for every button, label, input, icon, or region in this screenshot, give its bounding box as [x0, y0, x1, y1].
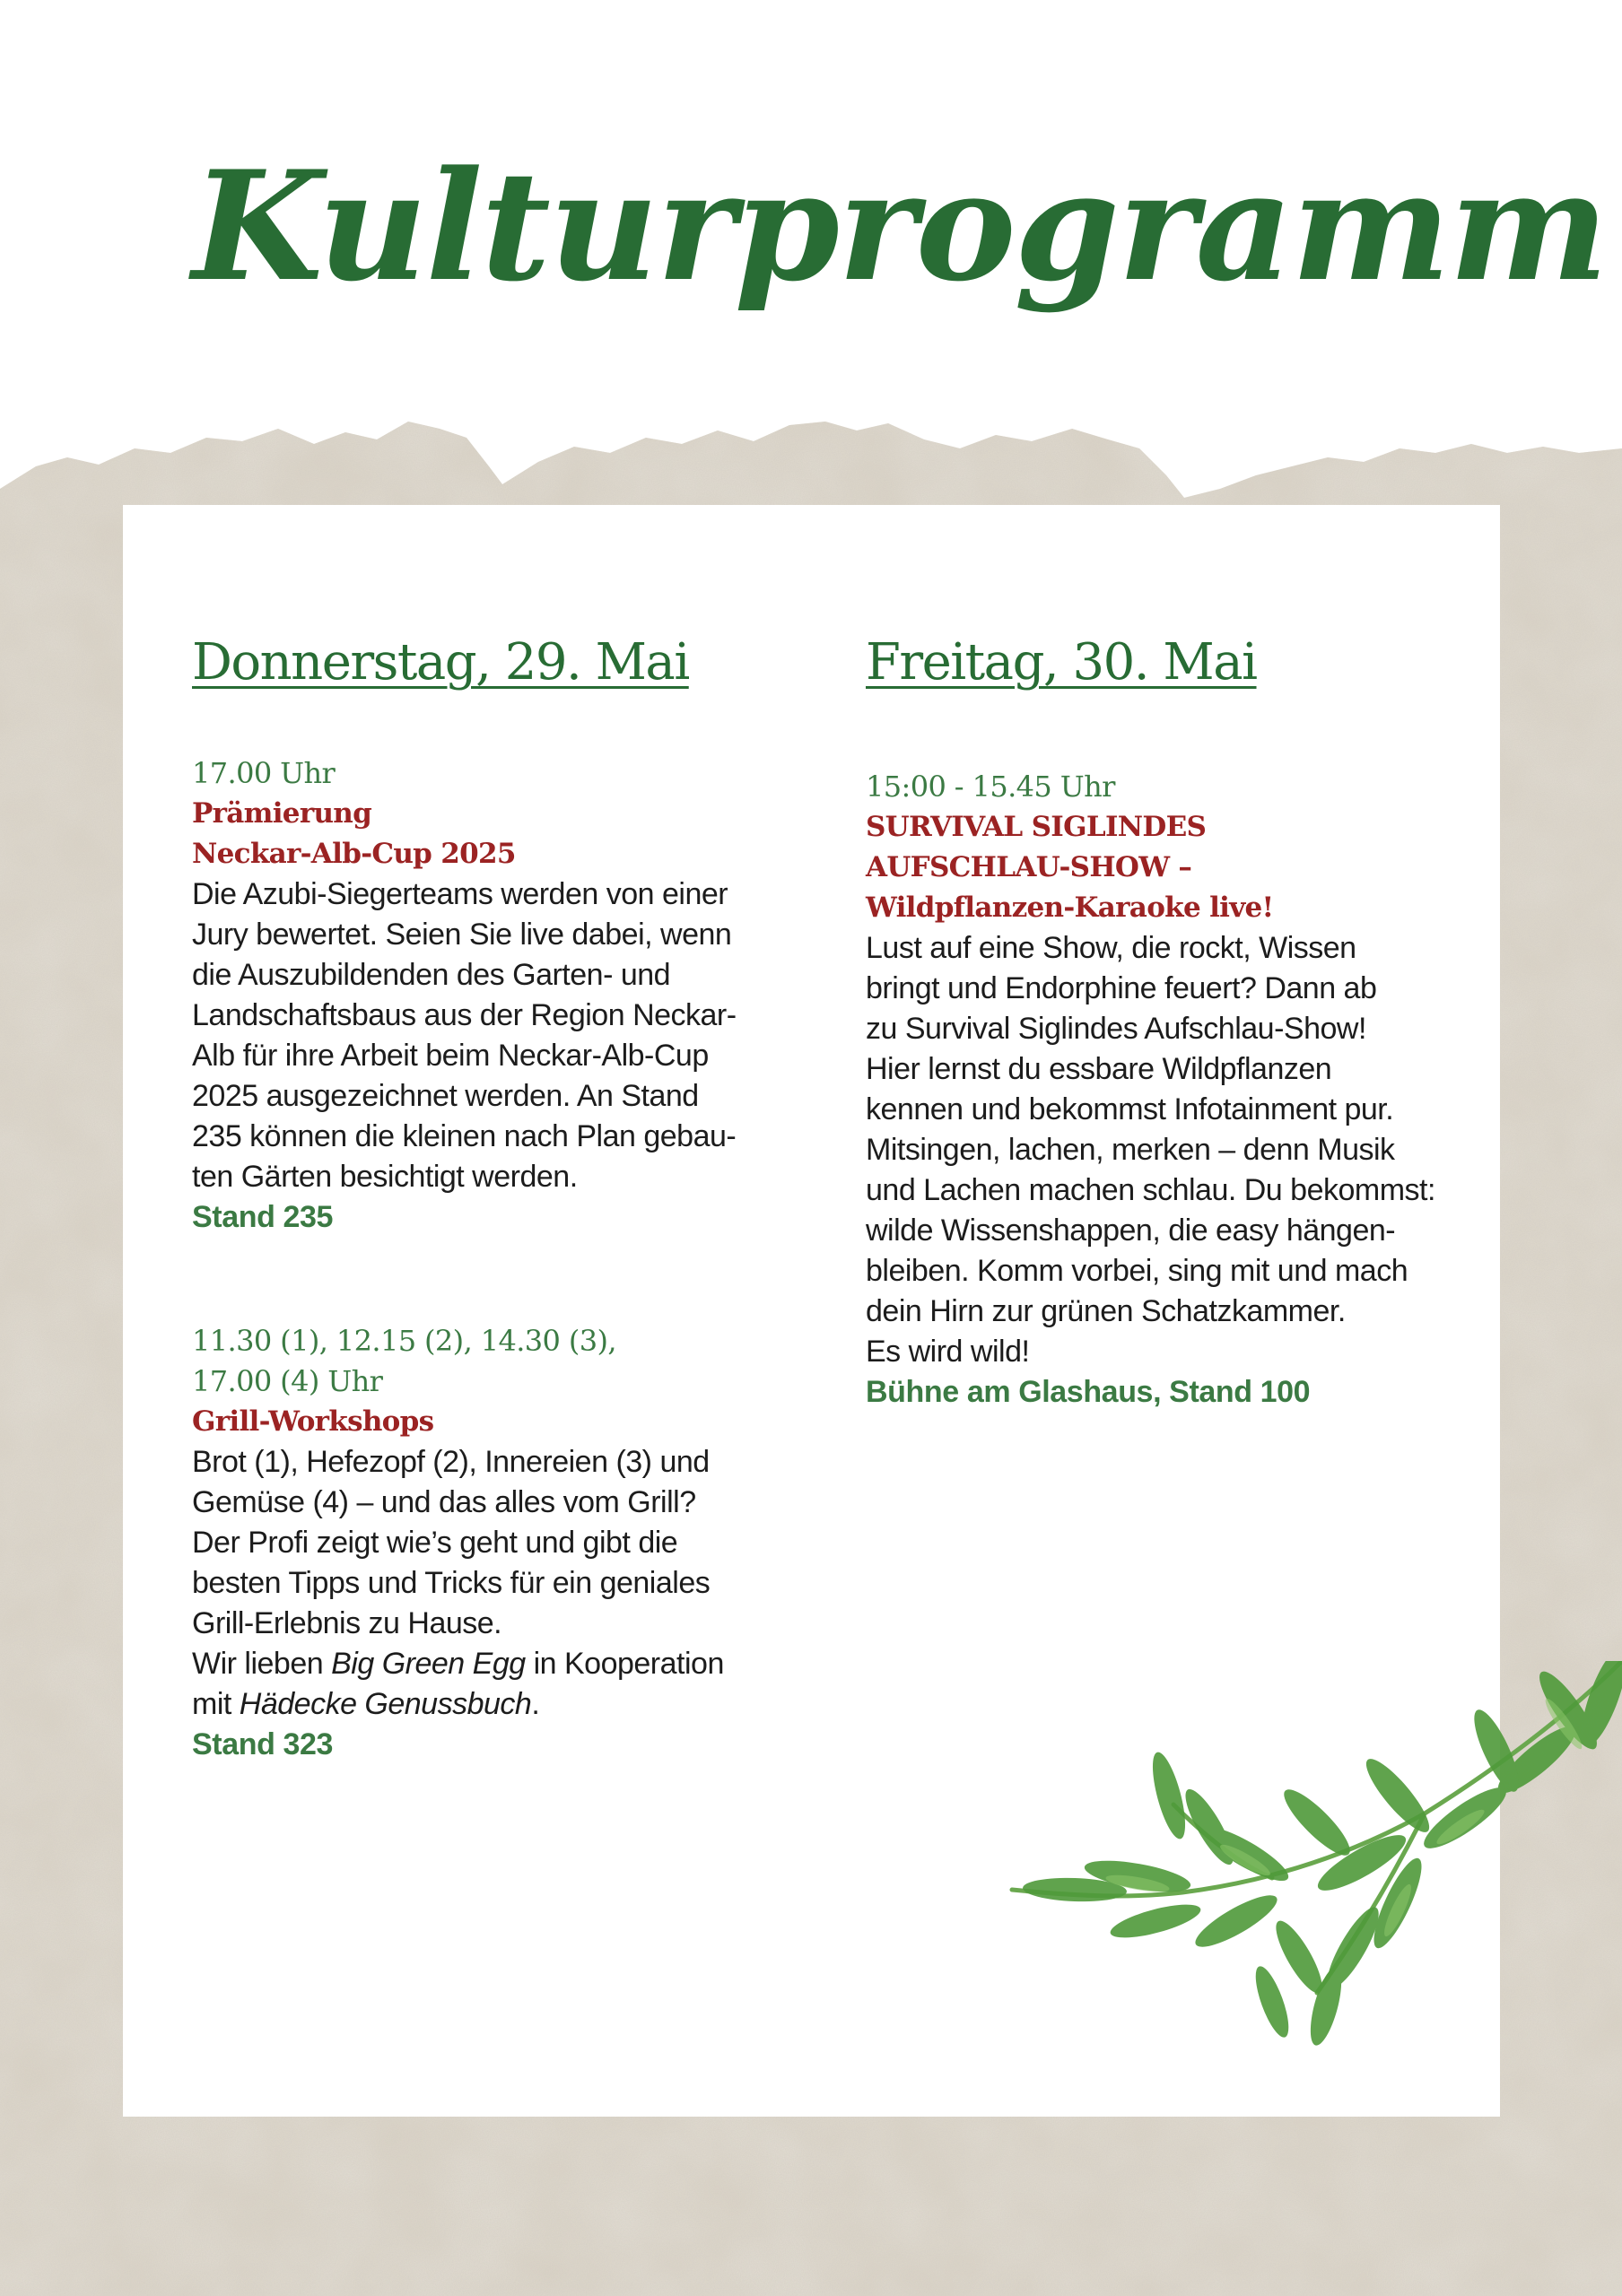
event-description-line: 2025 ausgezeichnet werden. An Stand: [192, 1079, 699, 1113]
credits-brand: Big Green Egg: [331, 1647, 526, 1681]
event-title: AUFSCHLAU-SHOW –: [866, 851, 1192, 883]
credits-text: in Kooperation: [525, 1647, 724, 1681]
event-description-line: Hier lernst du essbare Wildpflanzen: [866, 1052, 1332, 1086]
event-title: SURVIVAL SIGLINDES: [866, 811, 1207, 843]
event-description-line: und Lachen machen schlau. Du bekommst:: [866, 1173, 1435, 1207]
event-description-line: die Auszubildenden des Garten- und: [192, 958, 671, 992]
credits-text: .: [531, 1687, 540, 1721]
credits-text: mit: [192, 1687, 240, 1721]
event-description-line: Alb für ihre Arbeit beim Neckar-Alb-Cup: [192, 1039, 709, 1073]
event-description-line: zu Survival Siglindes Aufschlau-Show!: [866, 1012, 1366, 1046]
event-description-line: bleiben. Komm vorbei, sing mit und mach: [866, 1254, 1408, 1288]
event-description-line: Jury bewertet. Seien Sie live dabei, wenn: [192, 918, 732, 952]
page-title: Kulturprogramm: [192, 137, 1607, 315]
day-heading-thursday: Donnerstag, 29. Mai: [192, 633, 689, 691]
event-description-line: Gemüse (4) – und das alles vom Grill?: [192, 1485, 696, 1519]
event-description-line: 235 können die kleinen nach Plan gebau-: [192, 1119, 737, 1153]
event-location: Stand 323: [192, 1727, 334, 1761]
event-description-line: wilde Wissenshappen, die easy hängen-: [866, 1213, 1396, 1248]
event-description-line: kennen und bekommst Infotainment pur.: [866, 1092, 1394, 1126]
event-description-line: besten Tipps und Tricks für ein geniales: [192, 1566, 711, 1600]
event-description-line: Landschaftsbaus aus der Region Neckar-: [192, 998, 737, 1032]
event-description-line: Es wird wild!: [866, 1335, 1030, 1369]
event-description-line: Die Azubi-Siegerteams werden von einer: [192, 877, 728, 911]
event-title: Prämierung: [192, 797, 372, 830]
event-time: 15:00 - 15.45 Uhr: [866, 770, 1115, 804]
event-location: Bühne am Glashaus, Stand 100: [866, 1375, 1311, 1409]
event-time: 11.30 (1), 12.15 (2), 14.30 (3),: [192, 1324, 616, 1358]
event-praemierung: [192, 753, 802, 1238]
event-description-line: Brot (1), Hefezopf (2), Innereien (3) und: [192, 1445, 710, 1479]
event-survival-siglinde: [866, 767, 1476, 1413]
event-location: Stand 235: [192, 1200, 334, 1234]
event-description-line: ten Gärten besichtigt werden.: [192, 1160, 578, 1194]
event-credits-line: [192, 1684, 802, 1725]
day-heading-friday: Freitag, 30. Mai: [866, 633, 1257, 691]
credits-brand: Hädecke Genussbuch: [239, 1687, 532, 1721]
event-title: Grill-Workshops: [192, 1405, 434, 1438]
event-description-line: Mitsingen, lachen, merken – denn Musik: [866, 1133, 1395, 1167]
credits-text: Wir lieben: [192, 1647, 332, 1681]
event-description-line: dein Hirn zur grünen Schatzkammer.: [866, 1294, 1346, 1328]
event-title: Wildpflanzen-Karaoke live!: [866, 891, 1274, 924]
event-description-line: Der Profi zeigt wie’s geht und gibt die: [192, 1526, 678, 1560]
event-title: Neckar-Alb-Cup 2025: [192, 838, 516, 870]
olive-branch-illustration: [976, 1661, 1622, 2056]
event-credits-line: [192, 1644, 802, 1684]
event-description-line: Grill-Erlebnis zu Hause.: [192, 1606, 502, 1640]
event-description-line: Lust auf eine Show, die rockt, Wissen: [866, 931, 1356, 965]
event-description-line: bringt und Endorphine feuert? Dann ab: [866, 971, 1377, 1005]
event-grill-workshops: [192, 1321, 802, 1765]
event-time: 17.00 Uhr: [192, 756, 336, 790]
event-time: 17.00 (4) Uhr: [192, 1364, 383, 1398]
